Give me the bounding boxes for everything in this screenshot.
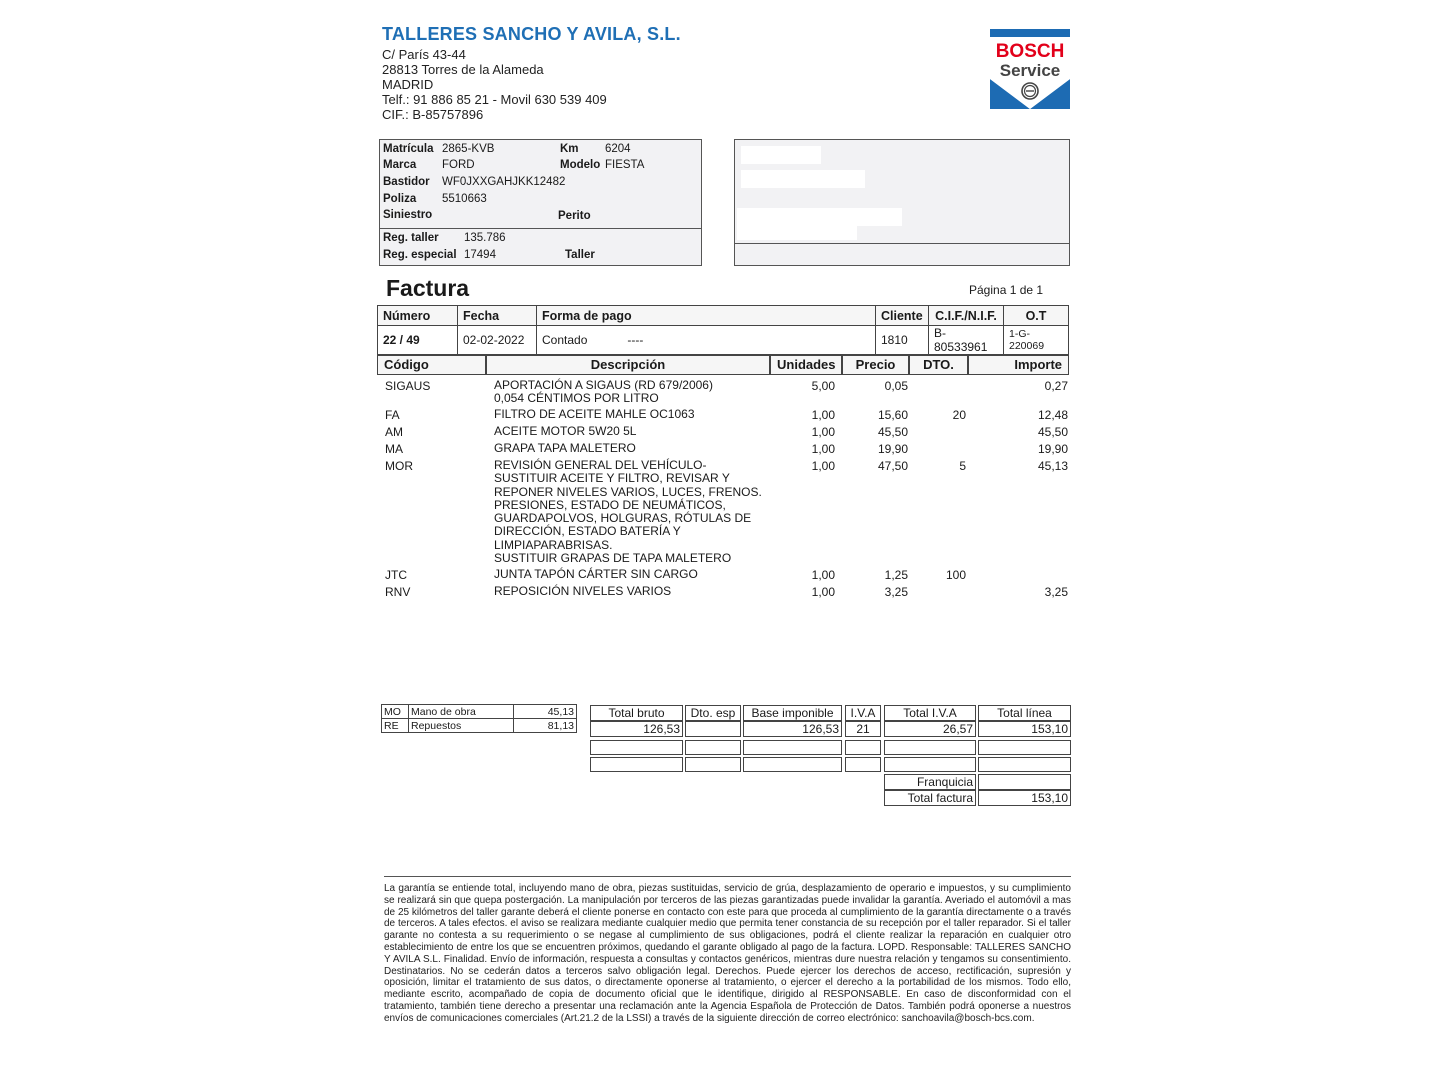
header-ot: O.T — [1004, 306, 1069, 326]
company-name: TALLERES SANCHO Y AVILA, S.L. — [382, 24, 681, 44]
item-price: 1,25 — [884, 568, 908, 582]
total-bruto-value: 126,53 — [590, 721, 683, 737]
total-iva-header: Total I.V.A — [884, 705, 976, 721]
work-order: 1-G-220069 — [1004, 326, 1069, 355]
dto-esp-value — [685, 721, 741, 737]
vehicle-box-divider — [380, 228, 701, 229]
iva-header: I.V.A — [845, 705, 881, 721]
item-description: PRESIONES, ESTADO DE NEUMÁTICOS, — [494, 497, 726, 512]
empty-cell — [845, 740, 881, 755]
client-id: 1810 — [876, 326, 929, 355]
item-price: 15,60 — [877, 408, 908, 422]
item-amount: 12,48 — [1037, 408, 1068, 422]
modelo-value: FIESTA — [605, 159, 645, 171]
items-header-codigo: Código — [377, 355, 486, 375]
header-numero: Número — [378, 306, 458, 326]
item-description: ACEITE MOTOR 5W20 5L — [494, 424, 637, 438]
redacted-block — [737, 208, 902, 226]
matricula-value: 2865-KVB — [442, 143, 495, 155]
item-discount: 5 — [959, 459, 966, 473]
logo-service: Service — [999, 61, 1061, 80]
items-header-dto: DTO. — [909, 355, 968, 375]
reg-especial-value: 17494 — [464, 249, 496, 261]
legal-notice: La garantía se entiende total, incluyendo mano de obra, piezas sustituidas, servicio de grúa, desplazamiento de operario e impuestos, y su cumplimiento se realizará sin que quepa postergación. La manipulación por terceros de las piezas garantizadas puede invalidar la garantía. Averiado el automóvil a mas de 25 kilómetros del taller garante deberá el cliente ponerse en contacto con este para que proceda al cumplimiento de la garantía directamente o a través de terceros. A tales efectos. el aviso se realizara mediante cualquier medio que permita tener constancia de su recepción por el taller reparador. Si el taller garante no contesta a su requerimiento o se negase al cumplimiento de sus obligaciones, podrá el cliente realizar la reparación en cualquier otro establecimiento de entre los que se encuentren próximos, quedando el garante obligado al pago de la factura. LOPD. Responsable: TALLERES SANCHO Y AVILA S.L. Finalidad. Envío de información, respuesta a consultas y contactos genéricos, mientras dure nuestra relación y tengamos su consentimiento. Destinatarios. No se cederán datos a terceros salvo obligación legal. Derechos. Puede ejercer los derechos de acceso, rectificación, supresión y oposición, limitar el tratamiento de sus datos, o directamente oponerse al tratamiento, o ejercer el derecho a la portabilidad de los mismos. Todo ello, mediante escrito, acompañado de copia de documento oficial que le identifique, dirigido al RESPONSABLE. En caso de disconformidad con el tratamiento, también tiene derecho a presentar una reclamación ante la Agencia Española de Protección de Datos. También podrá oponerse a nuestros envíos de comunicaciones comerciales (Art.21.2 de la LSSI) a través de la siguiente dirección de correo electrónico: sanchoavila@bosch-bcs.com. — [384, 883, 1071, 1024]
invoice-header-table — [377, 305, 1069, 355]
item-amount: 3,25 — [1044, 585, 1068, 599]
header-cliente: Cliente — [876, 306, 929, 326]
company-cif: CIF.: B-85757896 — [382, 107, 484, 122]
item-price: 0,05 — [884, 379, 908, 393]
invoice-title: Factura — [386, 275, 470, 301]
header-forma-pago: Forma de pago — [537, 306, 876, 326]
dto-esp-header: Dto. esp — [685, 705, 741, 721]
item-code: SIGAUS — [385, 379, 431, 393]
item-amount: 45,13 — [1037, 459, 1068, 473]
reg-especial-label: Reg. especial — [383, 249, 457, 261]
total-iva-value: 26,57 — [884, 721, 976, 737]
empty-cell — [743, 740, 842, 755]
reg-taller-label: Reg. taller — [383, 232, 439, 244]
payment-method: Contado ---- — [537, 326, 876, 355]
item-price: 19,90 — [877, 442, 908, 456]
empty-cell — [685, 740, 741, 755]
base-imponible-value: 126,53 — [743, 721, 842, 737]
franquicia-label: Franquicia — [884, 774, 976, 790]
redacted-block — [741, 170, 865, 188]
km-label: Km — [560, 143, 579, 155]
marca-label: Marca — [383, 159, 417, 171]
item-description: SUSTITUIR GRAPAS DE TAPA MALETERO — [494, 551, 732, 566]
page-indicator: Página 1 de 1 — [969, 283, 1044, 297]
item-description: DIRECCIÓN, ESTADO BATERÍA Y — [494, 524, 681, 539]
item-units: 1,00 — [811, 425, 835, 439]
empty-cell — [590, 757, 683, 772]
iva-value: 21 — [845, 721, 881, 737]
base-imponible-header: Base imponible — [743, 705, 842, 721]
poliza-value: 5510663 — [442, 193, 487, 205]
item-units: 1,00 — [811, 459, 835, 473]
items-header-importe: Importe — [968, 355, 1069, 375]
item-units: 1,00 — [811, 585, 835, 599]
mo-code: MO — [382, 705, 409, 719]
invoice-date: 02-02-2022 — [458, 326, 537, 355]
marca-value: FORD — [442, 159, 475, 171]
header-cif: C.I.F./N.I.F. — [929, 306, 1004, 326]
footer-divider — [384, 876, 1071, 877]
total-linea-header: Total línea — [978, 705, 1071, 721]
franquicia-value — [978, 774, 1071, 790]
total-factura-label: Total factura — [884, 790, 976, 806]
header-fecha: Fecha — [458, 306, 537, 326]
items-header-precio: Precio — [842, 355, 909, 375]
item-code: MA — [385, 442, 403, 456]
matricula-label: Matrícula — [383, 143, 434, 155]
item-amount: 0,27 — [1044, 379, 1068, 393]
company-address: C/ París 43-44 — [382, 47, 466, 62]
redacted-block — [737, 226, 857, 240]
item-description: LIMPIAPARABRISAS. — [494, 537, 613, 552]
item-code: AM — [385, 425, 403, 439]
modelo-label: Modelo — [560, 159, 601, 171]
item-description: JUNTA TAPÓN CÁRTER SIN CARGO — [494, 567, 698, 581]
item-description: SUSTITUIR ACEITE Y FILTRO, REVISAR Y — [494, 471, 730, 486]
total-linea-value: 153,10 — [978, 721, 1071, 737]
item-description: FILTRO DE ACEITE MAHLE OC1063 — [494, 407, 695, 421]
perito-label: Perito — [558, 210, 591, 222]
siniestro-label: Siniestro — [383, 209, 433, 221]
item-description: GRAPA TAPA MALETERO — [494, 441, 636, 455]
re-code: RE — [382, 719, 409, 733]
item-amount: 45,50 — [1037, 425, 1068, 439]
item-units: 1,00 — [811, 442, 835, 456]
item-price: 47,50 — [877, 459, 908, 473]
client-info-box — [734, 139, 1070, 266]
labor-parts-summary — [381, 704, 577, 733]
mo-label: Mano de obra — [409, 705, 514, 719]
bosch-service-logo — [990, 29, 1070, 109]
bastidor-label: Bastidor — [383, 176, 430, 188]
total-bruto-header: Total bruto — [590, 705, 683, 721]
empty-cell — [978, 757, 1071, 772]
empty-cell — [884, 740, 976, 755]
empty-cell — [743, 757, 842, 772]
company-city: MADRID — [382, 77, 434, 92]
item-description: REPONER NIVELES VARIOS, LUCES, FRENOS. — [494, 484, 762, 499]
item-amount: 19,90 — [1037, 442, 1068, 456]
vehicle-info-box — [379, 139, 702, 266]
reg-taller-value: 135.786 — [464, 232, 506, 244]
client-cif: B-80533961 — [929, 326, 1004, 355]
item-price: 45,50 — [877, 425, 908, 439]
items-header-unidades: Unidades — [770, 355, 842, 375]
mo-value: 45,13 — [514, 705, 577, 719]
company-phone: Telf.: 91 886 85 21 - Movil 630 539 409 — [382, 92, 607, 107]
item-description: REVISIÓN GENERAL DEL VEHÍCULO- — [494, 458, 707, 472]
item-description: APORTACIÓN A SIGAUS (RD 679/2006) — [494, 378, 713, 392]
items-header-descripcion: Descripción — [486, 355, 770, 375]
item-code: FA — [385, 408, 400, 422]
item-units: 5,00 — [811, 379, 835, 393]
item-code: MOR — [385, 459, 413, 473]
item-price: 3,25 — [884, 585, 908, 599]
total-factura-value: 153,10 — [978, 790, 1071, 806]
bastidor-value: WF0JXXGAHJKK12482 — [442, 176, 566, 188]
item-units: 1,00 — [811, 568, 835, 582]
item-code: JTC — [385, 568, 407, 582]
poliza-label: Poliza — [383, 193, 417, 205]
item-description: 0,054 CÉNTIMOS POR LITRO — [494, 391, 659, 406]
empty-cell — [590, 740, 683, 755]
item-discount: 20 — [952, 408, 966, 422]
empty-cell — [845, 757, 881, 772]
client-box-divider — [735, 243, 1069, 244]
redacted-block — [741, 146, 821, 164]
item-description: REPOSICIÓN NIVELES VARIOS — [494, 584, 672, 598]
item-code: RNV — [385, 585, 411, 599]
invoice-number: 22 / 49 — [378, 326, 458, 355]
km-value: 6204 — [605, 143, 631, 155]
re-value: 81,13 — [514, 719, 577, 733]
taller-label: Taller — [565, 249, 595, 261]
empty-cell — [884, 757, 976, 772]
empty-cell — [685, 757, 741, 772]
empty-cell — [978, 740, 1071, 755]
re-label: Repuestos — [409, 719, 514, 733]
item-description: GUARDAPOLVOS, HOLGURAS, RÓTULAS DE — [494, 511, 752, 526]
item-units: 1,00 — [811, 408, 835, 422]
company-postcode: 28813 Torres de la Alameda — [382, 62, 544, 77]
item-discount: 100 — [945, 568, 966, 582]
logo-brand: BOSCH — [995, 41, 1065, 62]
